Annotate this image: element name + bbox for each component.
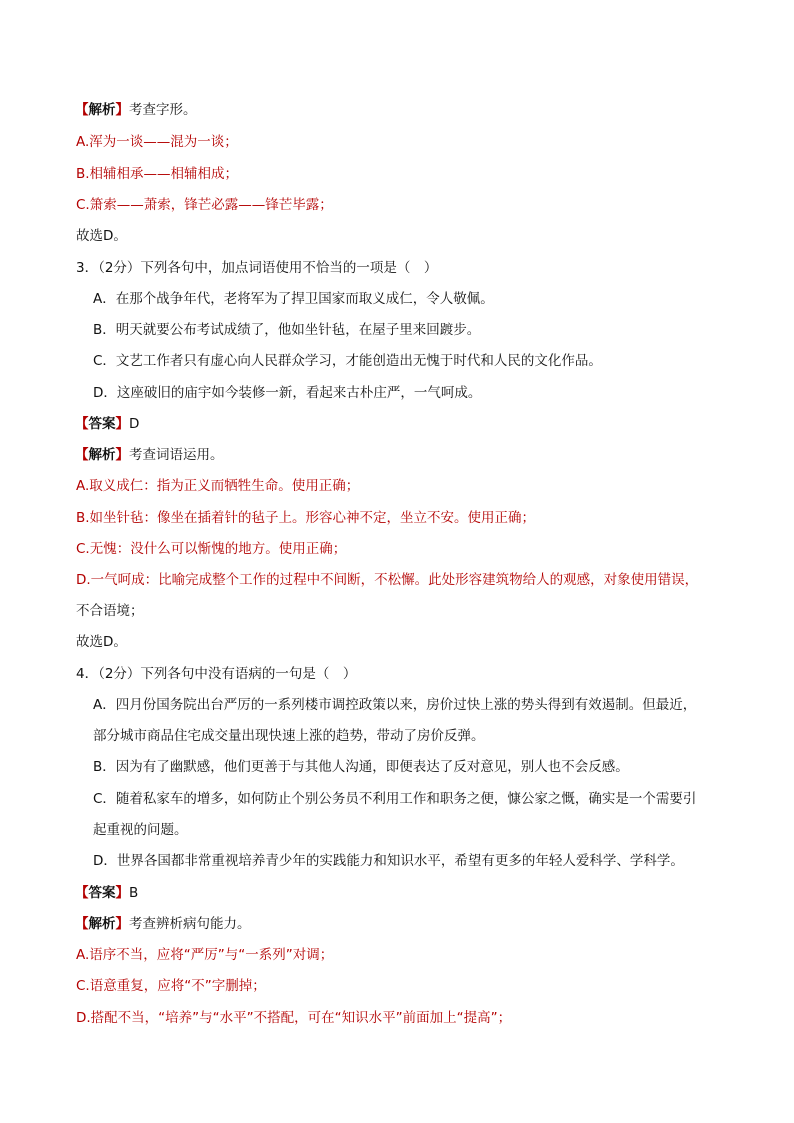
question-option: D．这座破旧的庙宇如今装修一新，看起来古朴庄严，一气呵成。	[93, 385, 482, 401]
tag-open: 【	[75, 916, 89, 932]
answer-line	[75, 884, 138, 902]
analysis-text: 考查词语运用。	[129, 447, 224, 463]
tag-close: 】	[115, 916, 129, 932]
analysis-note: B.相辅相承——相辅相成；	[76, 166, 239, 182]
question-option: B．因为有了幽默感，他们更善于与其他人沟通，即便表达了反对意见，别人也不会反感。	[93, 759, 629, 775]
question-option: C．随着私家车的增多，如何防止个别公务员不利用工作和职务之便，慷公家之慨，确实是一个需要引	[93, 791, 697, 807]
analysis-note: D.一气呵成：比喻完成整个工作的过程中不间断，不松懈。此处形容建筑物给人的观感，对象使用错误，	[76, 572, 699, 588]
answer-label: 答案	[88, 416, 116, 432]
answer-label: 答案	[88, 885, 116, 901]
analysis-text: 考查辨析病句能力。	[129, 916, 251, 932]
question-option: B．明天就要公布考试成绩了，他如坐针毡，在屋子里来回踱步。	[93, 322, 481, 338]
question-option: D．世界各国都非常重视培养青少年的实践能力和知识水平，希望有更多的年轻人爱科学、学科学。	[93, 853, 684, 869]
analysis-text: 考查字形。	[129, 102, 197, 118]
analysis-note: A.浑为一谈——混为一谈；	[76, 134, 238, 150]
analysis-label: 解析	[88, 916, 116, 932]
analysis-note: A.取义成仁：指为正义而牺牲生命。使用正确；	[76, 478, 360, 494]
question-option-continued: 部分城市商品住宅成交量出现快速上涨的趋势，带动了房价反弹。	[93, 728, 485, 744]
question-stem: 3．（2分）下列各句中，加点词语使用不恰当的一项是（ ）	[76, 260, 438, 276]
question-option: C．文艺工作者只有虚心向人民群众学习，才能创造出无愧于时代和人民的文化作品。	[93, 353, 602, 369]
conclusion: 故选D。	[76, 634, 127, 650]
analysis-note: A.语序不当，应将“严厉”与“一系列”对调；	[76, 947, 334, 963]
analysis-note: C.无愧：没什么可以惭愧的地方。使用正确；	[76, 541, 347, 557]
question-option: A．四月份国务院出台严厉的一系列楼市调控政策以来，房价过快上涨的势头得到有效遏制。但最近，	[93, 697, 697, 713]
answer-value: D	[129, 416, 140, 432]
tag-open: 【	[75, 416, 89, 432]
analysis-note: C.箫索——萧索，锋芒必露——锋芒毕露；	[76, 197, 333, 213]
answer-value: B	[129, 885, 139, 901]
conclusion: 故选D。	[76, 228, 127, 244]
tag-close: 】	[115, 102, 129, 118]
analysis-heading	[75, 915, 251, 933]
tag-open: 【	[75, 102, 89, 118]
question-stem: 4．（2分）下列各句中没有语病的一句是（ ）	[76, 666, 357, 682]
answer-line	[75, 415, 139, 433]
analysis-label: 解析	[88, 447, 116, 463]
tag-open: 【	[75, 447, 89, 463]
tag-close: 】	[115, 447, 129, 463]
question-option-continued: 起重视的问题。	[93, 822, 188, 838]
tag-close: 】	[115, 416, 129, 432]
analysis-label: 解析	[88, 102, 116, 118]
tag-open: 【	[75, 885, 89, 901]
analysis-heading	[75, 446, 224, 464]
analysis-heading	[75, 101, 197, 119]
analysis-note: C.语意重复，应将“不”字删掉；	[76, 978, 266, 994]
tag-close: 】	[115, 885, 129, 901]
question-option: A．在那个战争年代，老将军为了捍卫国家而取义成仁，令人敬佩。	[93, 291, 494, 307]
analysis-note: B.如坐针毡：像坐在插着针的毡子上。形容心神不定，坐立不安。使用正确；	[76, 510, 536, 526]
analysis-note: D.搭配不当，“培养”与“水平”不搭配，可在“知识水平”前面加上“提高”；	[76, 1010, 512, 1026]
analysis-note-continued: 不合语境；	[76, 603, 144, 619]
